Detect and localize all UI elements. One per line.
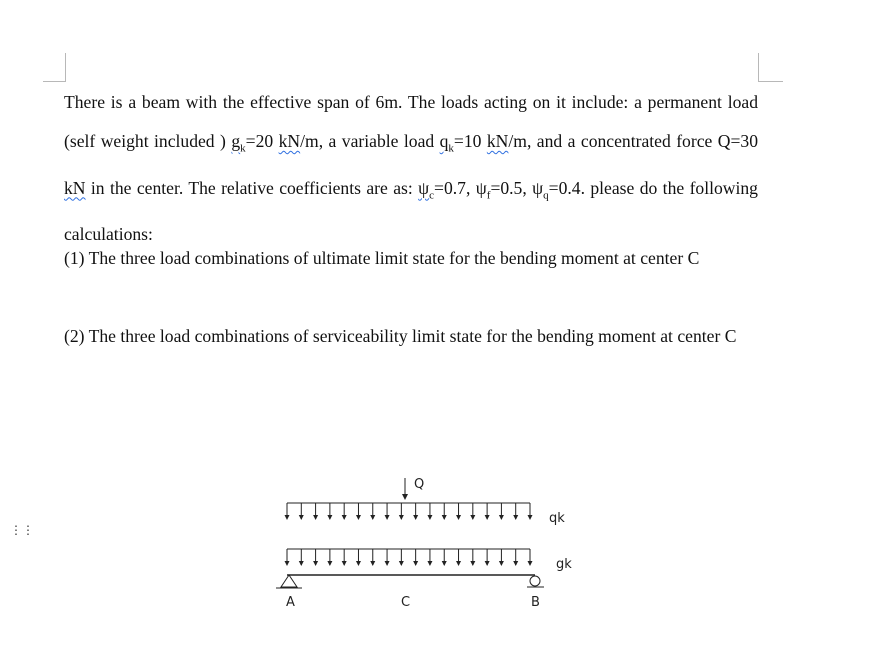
permanent-load-arrowhead	[313, 561, 318, 566]
permanent-load-arrowhead	[399, 561, 404, 566]
variable-load-block	[285, 503, 533, 520]
permanent-load-arrowhead	[499, 561, 504, 566]
permanent-load-block	[285, 549, 533, 566]
qk-symbol: $q_k$	[439, 131, 454, 155]
support-a-label: A	[286, 595, 295, 610]
permanent-load-arrowhead	[442, 561, 447, 566]
concentrated-load-arrow	[402, 478, 408, 500]
variable-load-arrowhead	[399, 515, 404, 520]
variable-load-arrowhead	[299, 515, 304, 520]
variable-load-arrowhead	[413, 515, 418, 520]
gk-symbol: $g_k$	[231, 131, 246, 155]
page-corner-mark-top-left	[43, 53, 66, 82]
variable-load-arrowhead	[485, 515, 490, 520]
problem-intro-1: There is a beam with the effective span of 6m. The loads acting on it include: a permanent load (self weight included )	[64, 92, 758, 151]
support-b-label: B	[531, 595, 540, 610]
variable-load-arrowhead	[528, 515, 533, 520]
variable-load-arrowhead	[356, 515, 361, 520]
variable-load-arrowhead	[370, 515, 375, 520]
concentrated-load-label: Q	[414, 477, 425, 492]
variable-load-arrowhead	[456, 515, 461, 520]
unit-kn-3: kN	[64, 177, 86, 198]
question-item-2: (2) The three load combinations of serviceability limit state for the bending moment at center C	[64, 326, 737, 346]
page-corner-mark-top-right	[758, 53, 783, 82]
permanent-load-arrowhead	[528, 561, 533, 566]
variable-load-arrowhead	[470, 515, 475, 520]
variable-load-arrowhead	[427, 515, 432, 520]
unit-kn-2: kN	[486, 131, 509, 151]
permanent-load-arrowhead	[285, 561, 290, 566]
permanent-load-arrowhead	[485, 561, 490, 566]
unit-kn-1: kN	[278, 131, 301, 151]
variable-load-arrowhead	[499, 515, 504, 520]
variable-load-arrowhead	[513, 515, 518, 520]
psi-c-symbol: $\psi_c$	[418, 177, 435, 202]
problem-statement: There is a beam with the effective span of 6m. The loads acting on it include: a permanent load (self weight included ) $g_k=20$ kN/m, a variable load $q_k=10$ kN/m, and a concentrated force Q=30 kN in the center. The relative coefficients are as: $\psi_c=0.7$, $\psi_f=0.5$, $\psi_q=0.4$. please do the following calculations:	[64, 92, 758, 245]
permanent-load-arrowhead	[370, 561, 375, 566]
variable-load-arrowhead	[313, 515, 318, 520]
permanent-load-arrowhead	[456, 561, 461, 566]
permanent-load-arrowhead	[299, 561, 304, 566]
variable-load-arrowhead	[342, 515, 347, 520]
drag-handle-icon[interactable]: ⋮⋮	[10, 523, 34, 537]
center-c-label: C	[401, 595, 411, 610]
variable-load-arrowhead	[442, 515, 447, 520]
permanent-load-arrowhead	[356, 561, 361, 566]
variable-load-arrowhead	[385, 515, 390, 520]
permanent-load-arrowhead	[413, 561, 418, 566]
beam-load-diagram	[270, 465, 610, 615]
variable-load-label: qk	[549, 511, 565, 526]
permanent-load-arrowhead	[327, 561, 332, 566]
pin-support-a	[276, 575, 302, 588]
question-item-1: (1) The three load combinations of ultimate limit state for the bending moment at center C	[64, 248, 700, 268]
permanent-load-arrowhead	[342, 561, 347, 566]
permanent-load-arrowhead	[385, 561, 390, 566]
permanent-load-arrowhead	[513, 561, 518, 566]
psi-f-symbol: $\psi_f$	[475, 177, 491, 202]
variable-load-arrowhead	[327, 515, 332, 520]
permanent-load-arrowhead	[470, 561, 475, 566]
psi-q-symbol: $\psi_q$	[532, 177, 549, 202]
variable-load-arrowhead	[285, 515, 290, 520]
permanent-load-label: gk	[556, 557, 572, 572]
permanent-load-arrowhead	[427, 561, 432, 566]
roller-support-b	[527, 576, 544, 587]
